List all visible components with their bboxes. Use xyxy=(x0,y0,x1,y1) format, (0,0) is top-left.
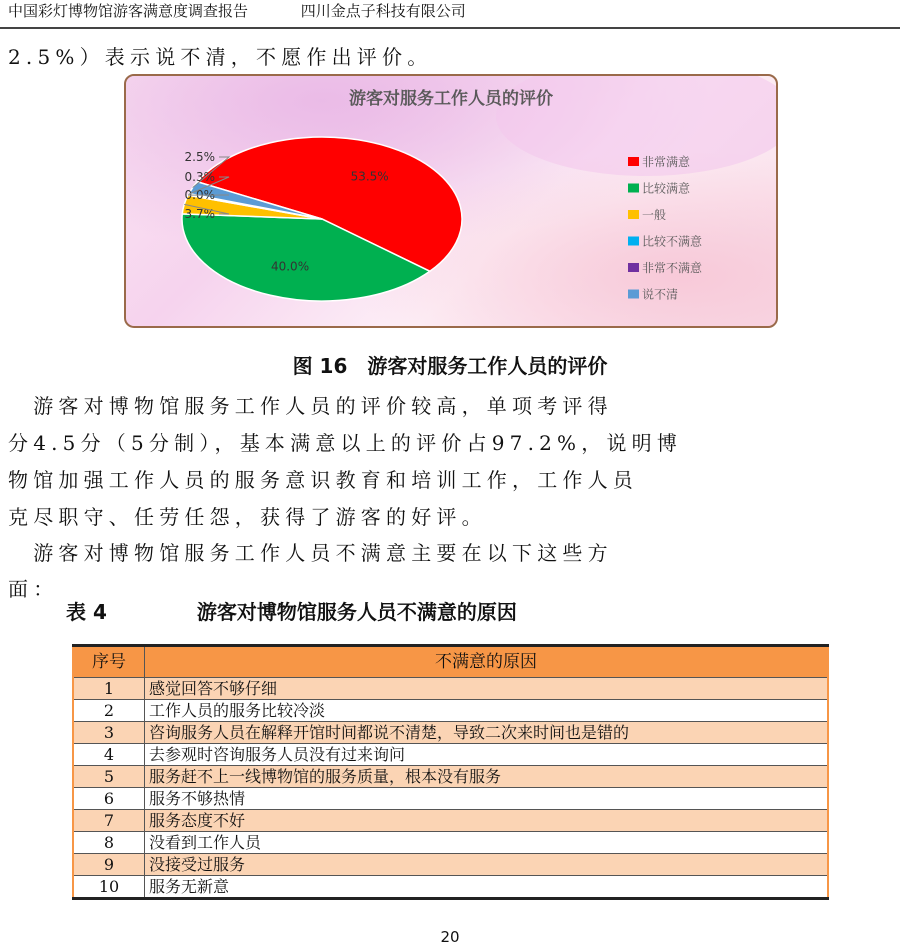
header-divider xyxy=(0,27,900,29)
row-index: 6 xyxy=(73,788,145,810)
row-reason: 工作人员的服务比较冷淡 xyxy=(145,700,829,722)
dissatisfaction-reasons-table xyxy=(72,644,829,900)
table-row xyxy=(73,700,828,722)
chart-title: 游客对服务工作人员的评价 xyxy=(349,89,553,109)
paragraph-line: 游客对博物馆服务工作人员不满意主要在以下这些方 xyxy=(8,541,613,565)
table-row xyxy=(73,854,828,876)
legend-label: 非常满意 xyxy=(642,155,691,169)
column-header-reason: 不满意的原因 xyxy=(145,646,829,678)
row-index: 8 xyxy=(73,832,145,854)
row-index: 9 xyxy=(73,854,145,876)
row-index: 2 xyxy=(73,700,145,722)
pie-data-label: 53.5% xyxy=(350,169,389,184)
table-row xyxy=(73,876,828,899)
table-caption xyxy=(66,598,517,626)
row-reason: 感觉回答不够仔细 xyxy=(145,678,829,700)
row-reason: 去参观时咨询服务人员没有过来询问 xyxy=(145,744,829,766)
legend-label: 说不清 xyxy=(642,287,679,302)
table-row xyxy=(73,678,828,700)
paragraph-line: 2.5%）表示说不清，不愿作出评价。 xyxy=(8,45,433,69)
legend-label: 非常不满意 xyxy=(642,261,703,275)
page-header xyxy=(8,0,466,26)
legend-swatch xyxy=(628,210,639,219)
figure-caption-text: 游客对服务工作人员的评价 xyxy=(367,354,608,378)
report-title: 中国彩灯博物馆游客满意度调查报告 xyxy=(8,2,249,20)
pie-data-label: 0.0% xyxy=(184,188,215,202)
pie-chart xyxy=(124,74,778,328)
legend-label: 一般 xyxy=(642,208,667,222)
row-reason: 咨询服务人员在解释开馆时间都说不清楚，导致二次来时间也是错的 xyxy=(145,722,829,744)
table-row xyxy=(73,788,828,810)
paragraph-line: 物馆加强工作人员的服务意识教育和培训工作，工作人员 xyxy=(8,468,638,492)
company-name: 四川金点子科技有限公司 xyxy=(300,2,466,20)
pie-data-label: 40.0% xyxy=(270,259,310,274)
row-index: 10 xyxy=(73,876,145,899)
table-number: 表 4 xyxy=(66,600,107,624)
table-header-row xyxy=(73,646,828,678)
table-caption-text: 游客对博物馆服务人员不满意的原因 xyxy=(196,600,517,624)
table-row xyxy=(73,810,828,832)
paragraph-line: 游客对博物馆服务工作人员的评价较高，单项考评得 xyxy=(8,394,613,418)
paragraph-line: 克尽职守、任劳任怨，获得了游客的好评。 xyxy=(8,505,487,529)
row-reason: 服务态度不好 xyxy=(145,810,829,832)
legend-label: 比较不满意 xyxy=(642,234,703,249)
row-reason: 没看到工作人员 xyxy=(145,832,829,854)
row-index: 5 xyxy=(73,766,145,788)
row-reason: 服务赶不上一线博物馆的服务质量，根本没有服务 xyxy=(145,766,829,788)
pie-data-label: 3.7% xyxy=(184,207,215,221)
row-index: 7 xyxy=(73,810,145,832)
table-row xyxy=(73,744,828,766)
table-row xyxy=(73,766,828,788)
page-number: 20 xyxy=(440,928,460,946)
table-row xyxy=(73,832,828,854)
row-index: 4 xyxy=(73,744,145,766)
figure-number: 图 16 xyxy=(292,354,348,378)
paragraph-line: 面： xyxy=(8,577,59,601)
legend-swatch xyxy=(628,290,639,299)
legend-swatch xyxy=(628,184,639,193)
legend-swatch xyxy=(628,157,639,166)
figure-caption xyxy=(0,352,900,380)
pie-chart-svg xyxy=(126,76,776,326)
row-index: 3 xyxy=(73,722,145,744)
row-reason: 服务无新意 xyxy=(145,876,829,899)
pie-data-label: 2.5% xyxy=(184,150,215,164)
legend-swatch xyxy=(628,263,639,272)
legend-label: 比较满意 xyxy=(642,181,691,196)
paragraph-line: 分4.5分（5分制），基本满意以上的评价占97.2%，说明博 xyxy=(8,431,683,455)
legend-swatch xyxy=(628,237,639,246)
row-reason: 没接受过服务 xyxy=(145,854,829,876)
row-reason: 服务不够热情 xyxy=(145,788,829,810)
row-index: 1 xyxy=(73,678,145,700)
pie-data-label: 0.3% xyxy=(184,170,215,184)
table-row xyxy=(73,722,828,744)
column-header-index: 序号 xyxy=(73,646,145,678)
